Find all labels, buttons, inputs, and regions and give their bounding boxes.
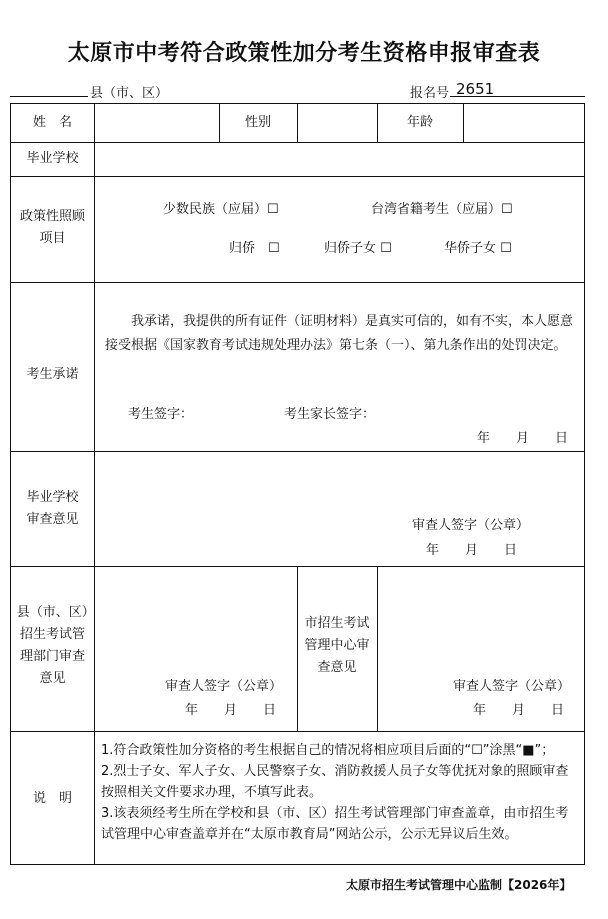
city-review-label: 市招生考试管理中心审查意见 bbox=[304, 616, 370, 675]
county-review-sign[interactable]: 审查人签字（公章） bbox=[165, 679, 283, 694]
school-label: 毕业学校 bbox=[26, 151, 79, 166]
age-field[interactable] bbox=[464, 104, 584, 142]
taiwan-option[interactable]: 台湾省籍考生（应届）☐ bbox=[371, 202, 513, 217]
promise-label: 考生承诺 bbox=[26, 367, 79, 382]
overseas-option[interactable]: 归侨 ☐ bbox=[229, 241, 280, 256]
note-item: 2.烈士子女、军人子女、人民警察子女、消防救援人员子女等优抚对象的照顾审查按照相关文件要求办理，不填写此表。 bbox=[101, 764, 569, 800]
name-field[interactable] bbox=[95, 104, 219, 142]
school-field[interactable] bbox=[95, 143, 584, 176]
city-review-sign[interactable]: 审查人签字（公章） bbox=[453, 679, 571, 694]
school-review-label: 毕业学校审查意见 bbox=[26, 490, 79, 527]
footer-issuer: 太原市招生考试管理中心监制【2026年】 bbox=[346, 878, 572, 892]
school-review-sign[interactable]: 审查人签字（公章） bbox=[412, 518, 530, 533]
note-item: 3.该表须经考生所在学校和县（市、区）招生考试管理部门审查盖章，由市招生考试管理中心审查盖章并在“太原市教育局”网站公示，公示无异议后生效。 bbox=[101, 806, 569, 842]
promise-date[interactable]: 年 月 日 bbox=[477, 431, 569, 446]
promise-text: 我承诺，我提供的所有证件（证明材料）是真实可信的，如有不实，本人愿意接受根据《国家教育考试违规处理办法》第七条（一）、第九条作出的处罚决定。 bbox=[105, 314, 574, 353]
reg-number-value: 2651 bbox=[456, 80, 495, 98]
reg-label: 报名号 bbox=[410, 86, 450, 101]
form-table bbox=[10, 103, 585, 865]
parent-sign[interactable]: 考生家长签字： bbox=[284, 407, 376, 422]
reg-number-field[interactable] bbox=[450, 79, 585, 97]
notes-label: 说 明 bbox=[32, 791, 72, 806]
notes-list bbox=[101, 740, 581, 845]
county-blank[interactable] bbox=[10, 82, 88, 97]
county-review-date[interactable]: 年 月 日 bbox=[185, 703, 277, 718]
city-review-date[interactable]: 年 月 日 bbox=[473, 703, 565, 718]
note-item: 1.符合政策性加分资格的考生根据自己的情况将相应项目后面的“☐”涂黑“■”； bbox=[101, 743, 555, 758]
overseas-chinese-children-option[interactable]: 华侨子女 ☐ bbox=[444, 241, 512, 256]
age-label: 年龄 bbox=[406, 115, 433, 130]
student-sign[interactable]: 考生签字： bbox=[128, 407, 194, 422]
school-review-date[interactable]: 年 月 日 bbox=[426, 543, 518, 558]
county-review-label: 县（市、区）招生考试管理部门审查意见 bbox=[16, 605, 89, 686]
minority-option[interactable]: 少数民族（应届）☐ bbox=[163, 202, 279, 217]
page-title: 太原市中考符合政策性加分考生资格申报审查表 bbox=[67, 41, 541, 66]
county-label: 县（市、区） bbox=[90, 86, 169, 101]
name-label: 姓 名 bbox=[32, 115, 72, 130]
overseas-children-option[interactable]: 归侨子女 ☐ bbox=[324, 241, 392, 256]
gender-label: 性别 bbox=[244, 115, 271, 130]
policy-label: 政策性照顾项目 bbox=[19, 209, 85, 246]
gender-field[interactable] bbox=[298, 104, 377, 142]
